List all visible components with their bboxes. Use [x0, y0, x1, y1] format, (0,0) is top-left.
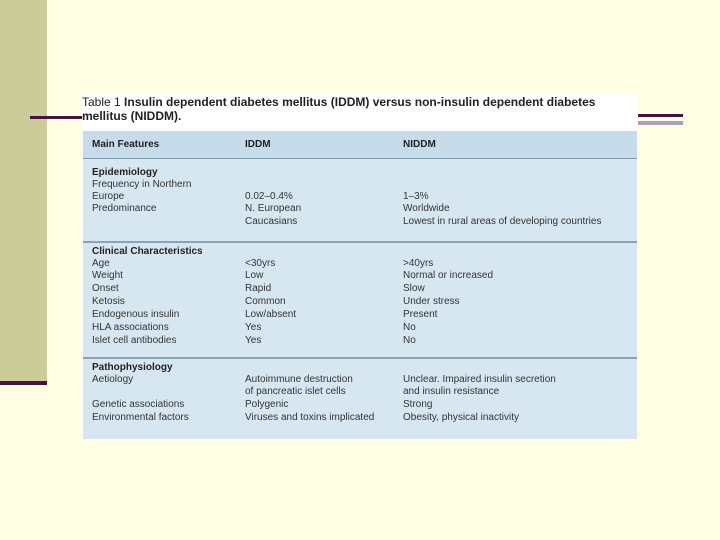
table-header [83, 131, 637, 159]
header-niddm: NIDDM [403, 139, 436, 150]
iddm-value: Viruses and toxins implicated [245, 412, 375, 423]
niddm-value: Slow [403, 283, 425, 294]
niddm-value: 1–3% [403, 191, 429, 202]
table-figure [82, 94, 638, 439]
title-rule-left [30, 116, 82, 119]
iddm-value: Yes [245, 335, 262, 346]
niddm-value: Strong [403, 399, 433, 410]
feature-label: Environmental factors [92, 412, 189, 423]
iddm-value: Caucasians [245, 216, 298, 227]
section-pathophysiology [83, 358, 637, 439]
niddm-value: No [403, 322, 416, 333]
section-title: Epidemiology [92, 167, 158, 178]
iddm-value: Rapid [245, 283, 272, 294]
feature-label: Islet cell antibodies [92, 335, 177, 346]
iddm-value: <30yrs [245, 258, 276, 269]
niddm-value: Present [403, 309, 438, 320]
title-rule-right-shadow [637, 121, 683, 125]
feature-label: Endogenous insulin [92, 309, 180, 320]
niddm-value: and insulin resistance [403, 386, 500, 397]
iddm-value: of pancreatic islet cells [245, 386, 346, 397]
section-title: Clinical Characteristics [92, 246, 203, 257]
title-rule-right [637, 114, 683, 117]
niddm-value: No [403, 335, 416, 346]
feature-label: HLA associations [92, 322, 169, 333]
niddm-value: Lowest in rural areas of developing countries [403, 216, 602, 227]
feature-label: Genetic associations [92, 399, 185, 410]
iddm-value: N. European [245, 203, 302, 214]
niddm-value: >40yrs [403, 258, 434, 269]
caption-number: Table 1 [82, 95, 121, 109]
header-main-features: Main Features [92, 139, 160, 150]
iddm-value: 0.02–0.4% [245, 191, 293, 202]
section-epidemiology [83, 159, 637, 241]
feature-label: Europe [92, 191, 125, 202]
caption-title: Insulin dependent diabetes mellitus (IDDM) versus non-insulin dependent diabetes mellitus (NIDDM). [82, 95, 596, 123]
comparison-table [83, 131, 637, 439]
left-accent-rule [0, 381, 47, 385]
niddm-value: Unclear. Impaired insulin secretion [403, 374, 556, 385]
niddm-value: Under stress [403, 296, 460, 307]
iddm-value: Low/absent [245, 309, 297, 320]
header-iddm: IDDM [245, 139, 271, 150]
niddm-value: Normal or increased [403, 270, 494, 281]
niddm-value: Obesity, physical inactivity [403, 412, 519, 423]
left-accent-bar [0, 0, 47, 383]
iddm-value: Polygenic [245, 399, 289, 410]
table-caption [82, 95, 638, 123]
section-clinical-characteristics [83, 242, 637, 356]
feature-label: Frequency in Northern [92, 179, 192, 190]
section-title: Pathophysiology [92, 362, 173, 373]
feature-label: Predominance [92, 203, 157, 214]
niddm-value: Worldwide [403, 203, 450, 214]
feature-label: Ketosis [92, 296, 125, 307]
iddm-value: Common [245, 296, 286, 307]
feature-label: Weight [92, 270, 123, 281]
feature-label: Age [92, 258, 110, 269]
iddm-value: Autoimmune destruction [245, 374, 353, 385]
iddm-value: Yes [245, 322, 262, 333]
feature-label: Aetiology [92, 374, 134, 385]
feature-label: Onset [92, 283, 119, 294]
iddm-value: Low [245, 270, 264, 281]
